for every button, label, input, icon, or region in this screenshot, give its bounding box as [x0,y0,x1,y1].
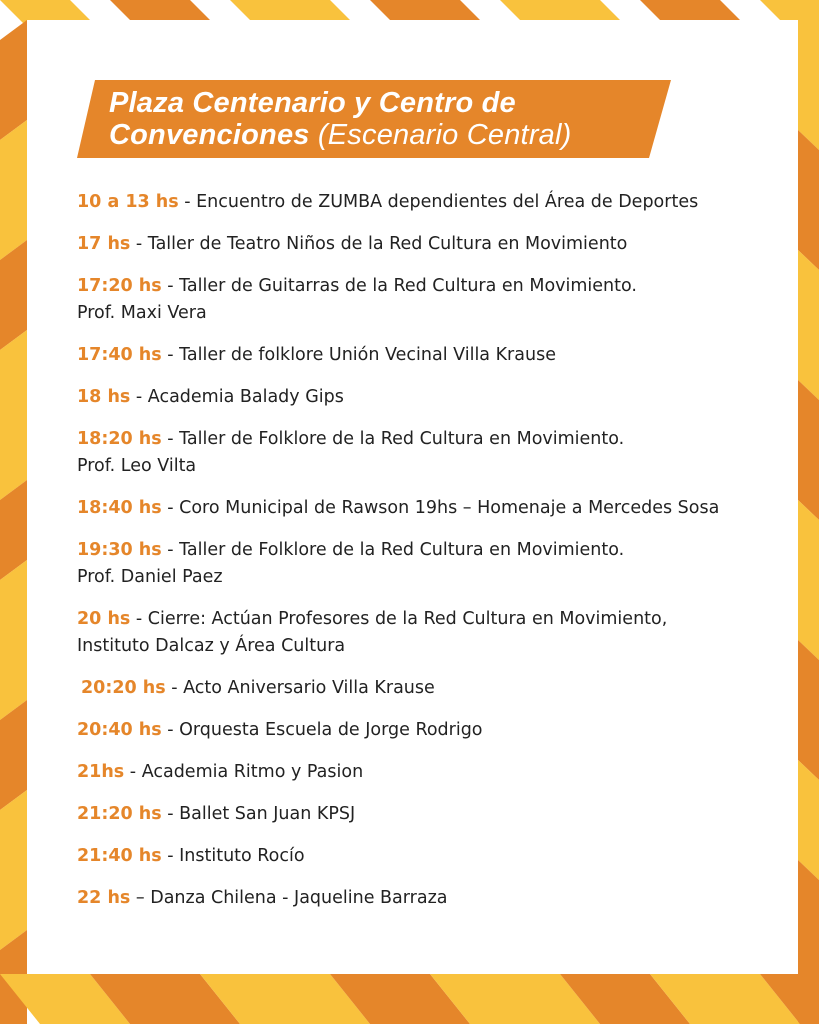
schedule-item [77,426,777,480]
schedule-time: 17 hs [77,234,131,254]
schedule-description: Coro Municipal de Rawson 19hs – Homenaje a Mercedes Sosa [179,498,720,518]
schedule-item-line2: Prof. Leo Vilta [77,456,197,476]
schedule-item-line1 [77,801,777,828]
schedule-time: 21hs [77,762,125,782]
schedule-item-line1 [77,426,777,453]
schedule-separator: - [161,540,180,560]
schedule-separator: - [130,234,148,254]
schedule-item [77,384,777,411]
schedule-description: Taller de folklore Unión Vecinal Villa Krause [179,345,556,365]
schedule-description: Instituto Rocío [179,846,305,866]
schedule-time: 18 hs [77,387,131,407]
schedule-item [77,843,777,870]
schedule-item [77,675,777,702]
schedule-description: Academia Ritmo y Pasion [141,762,364,782]
schedule-time: 22 hs [77,888,131,908]
schedule-time: 18:20 hs [77,429,162,449]
schedule-item [77,231,777,258]
schedule-item [77,495,777,522]
schedule-item-line1 [77,342,777,369]
schedule-time: 19:30 hs [77,540,162,560]
schedule-description: Acto Aniversario Villa Krause [183,678,435,698]
schedule-item-line2: Prof. Maxi Vera [77,303,207,323]
schedule-item-line1 [77,843,777,870]
title-banner [77,80,671,158]
schedule-item-line1 [77,189,777,216]
schedule-description: Cierre: Actúan Profesores de la Red Cultura en Movimiento, [147,609,668,629]
schedule-item [77,717,777,744]
schedule-description: Academia Balady Gips [147,387,344,407]
banner-title-line1: Plaza Centenario y Centro de [109,87,516,119]
banner-title-sub: (Escenario Central) [317,119,572,151]
schedule-description: Danza Chilena - Jaqueline Barraza [150,888,448,908]
schedule-item [77,189,777,216]
schedule-separator: - [161,429,180,449]
schedule-item [77,759,777,786]
schedule-item-line1 [77,495,777,522]
schedule-time: 20:20 hs [81,678,166,698]
schedule-time: 10 a 13 hs [77,192,179,212]
schedule-item-line1 [77,759,777,786]
schedule-separator: - [161,276,180,296]
schedule-item [77,273,777,327]
schedule-separator: - [178,192,197,212]
schedule-item [77,537,777,591]
schedule-item-line2: Prof. Daniel Paez [77,567,223,587]
schedule-description: Taller de Guitarras de la Red Cultura en Movimiento. [179,276,637,296]
schedule-item-line1 [81,675,777,702]
schedule-item-line2: Instituto Dalcaz y Área Cultura [77,636,346,656]
schedule-separator: - [161,804,180,824]
schedule-item-line1 [77,384,777,411]
schedule-item [77,342,777,369]
schedule-separator: - [161,345,180,365]
schedule-item-line1 [77,885,777,912]
schedule-item-line1 [77,231,777,258]
schedule-description: Taller de Teatro Niños de la Red Cultura en Movimiento [147,234,628,254]
schedule-time: 17:20 hs [77,276,162,296]
schedule-item [77,801,777,828]
schedule-time: 20 hs [77,609,131,629]
banner-title-main: Convenciones [109,119,310,151]
schedule-description: Ballet San Juan KPSJ [179,804,356,824]
schedule-description: Encuentro de ZUMBA dependientes del Área de Deportes [196,192,699,212]
schedule-separator: - [161,720,180,740]
schedule-time: 21:20 hs [77,804,162,824]
schedule-separator: - [124,762,142,782]
schedule-item [77,885,777,912]
schedule-list [77,189,777,927]
banner-title-line2 [109,119,572,151]
schedule-separator: - [165,678,184,698]
schedule-description: Taller de Folklore de la Red Cultura en Movimiento. [179,429,625,449]
schedule-separator: – [130,888,151,908]
schedule-separator: - [130,387,148,407]
schedule-separator: - [161,846,180,866]
schedule-item [77,606,777,660]
schedule-separator: - [161,498,180,518]
schedule-description: Orquesta Escuela de Jorge Rodrigo [179,720,483,740]
schedule-item-line1 [77,606,777,633]
schedule-item-line1 [77,273,777,300]
schedule-item-line1 [77,717,777,744]
schedule-time: 21:40 hs [77,846,162,866]
schedule-time: 20:40 hs [77,720,162,740]
schedule-item-line1 [77,537,777,564]
schedule-description: Taller de Folklore de la Red Cultura en Movimiento. [179,540,625,560]
schedule-time: 18:40 hs [77,498,162,518]
schedule-time: 17:40 hs [77,345,162,365]
banner-title [109,87,572,151]
schedule-separator: - [130,609,148,629]
